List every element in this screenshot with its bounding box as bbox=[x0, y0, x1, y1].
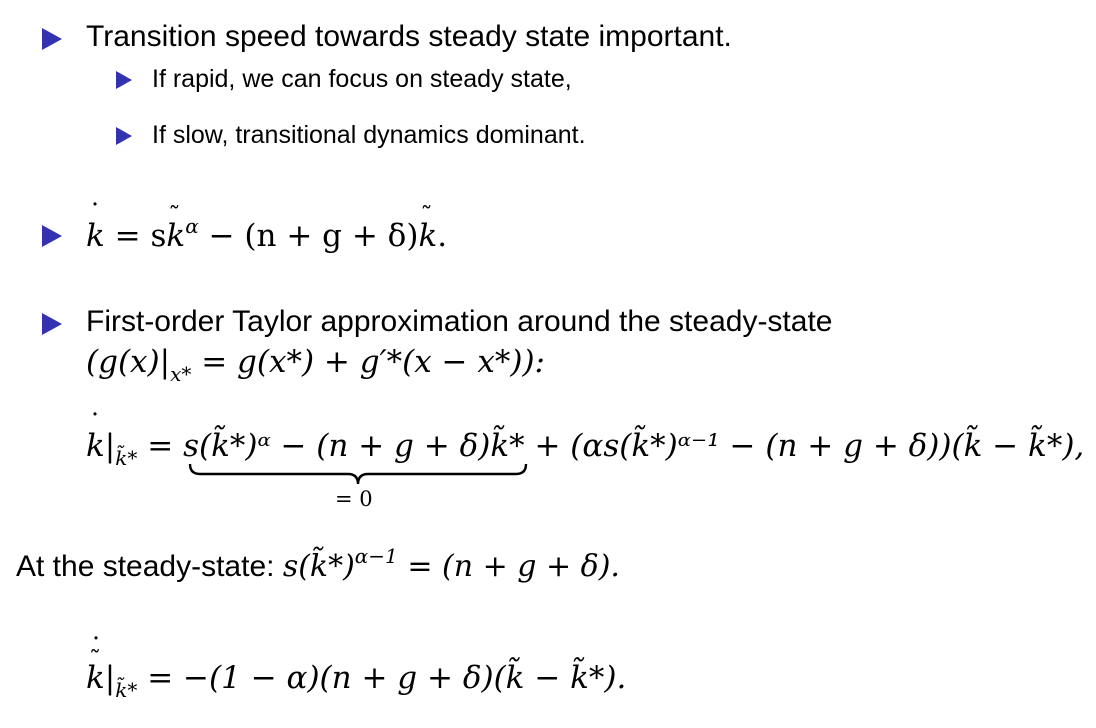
eq1-exponent: α bbox=[185, 214, 199, 238]
underbrace-label: = 0 bbox=[335, 487, 373, 511]
bullet-marker bbox=[42, 28, 62, 50]
taylor-formula bbox=[86, 344, 545, 386]
kdot-symbol: ˙ k bbox=[86, 218, 105, 254]
ss-math-b: = (n + g + δ). bbox=[397, 549, 620, 584]
eq2-equals: = bbox=[137, 428, 184, 464]
ss-exponent: α−1 bbox=[354, 544, 398, 568]
ktilde-symbol: ˜ k bbox=[418, 218, 437, 254]
steady-state-text bbox=[16, 544, 620, 584]
bullet-text: Transition speed towards steady state important. bbox=[86, 20, 732, 53]
final-equation: ˙ k $˜|_{k̃*} = -(1 - \alpha)(n + g$ + δ)(k̃ − k̃*). bbox=[86, 660, 626, 696]
eq2-underbraced-term: s(k̃*)ᵅ − (n + g + δ)k̃* bbox=[183, 428, 525, 464]
sub-bullet-marker bbox=[116, 127, 132, 145]
equation-kdot bbox=[86, 214, 448, 254]
ss-math-a: s(k̃*) bbox=[282, 549, 355, 584]
sub-bullet-text: If slow, transitional dynamics dominant. bbox=[152, 121, 586, 149]
eq2-remainder: + (αs(k̃*)ᵅ⁻¹ − (n + g + δ))(k̃ − k̃*), bbox=[524, 428, 1085, 464]
taylor-expansion: ˙ $k|_{k̃*}$ = s(k̃*)ᵅ − (n + g + δ)k̃* + (αs(k̃*)ᵅ⁻¹ − (n + g + δ))(k̃ − k̃*), bbox=[86, 428, 1084, 464]
eq1-mid: − (n + g + δ) bbox=[198, 218, 419, 254]
ktilde-symbol: ˜ k bbox=[166, 218, 185, 254]
underbrace bbox=[188, 462, 528, 486]
taylor-subscript: x* bbox=[170, 362, 192, 386]
sub-bullet-marker bbox=[116, 71, 132, 89]
eq3-rhs: = −(1 − α)(n + g + δ)(k̃ − k̃*). bbox=[137, 660, 627, 696]
eq2-subscript: k̃* bbox=[115, 446, 138, 470]
eq3-subscript: k̃* bbox=[115, 678, 138, 702]
taylor-part-a: (g(x)| bbox=[86, 344, 171, 380]
kdot-tilde-symbol: ˙ k ˜ bbox=[86, 660, 105, 696]
bullet-text: First-order Taylor approximation around the steady-state bbox=[86, 305, 833, 338]
eq1-end: . bbox=[437, 218, 448, 254]
kdot-symbol: ˙ k bbox=[86, 428, 105, 464]
eq1-rhs: = s bbox=[114, 218, 167, 254]
taylor-part-b: = g(x*) + g′*(x − x*)): bbox=[191, 344, 545, 380]
bullet-marker bbox=[42, 225, 62, 247]
sub-bullet-text: If rapid, we can focus on steady state, bbox=[152, 65, 572, 93]
bullet-marker bbox=[42, 313, 62, 335]
steady-state-label: At the steady-state: bbox=[16, 550, 283, 583]
